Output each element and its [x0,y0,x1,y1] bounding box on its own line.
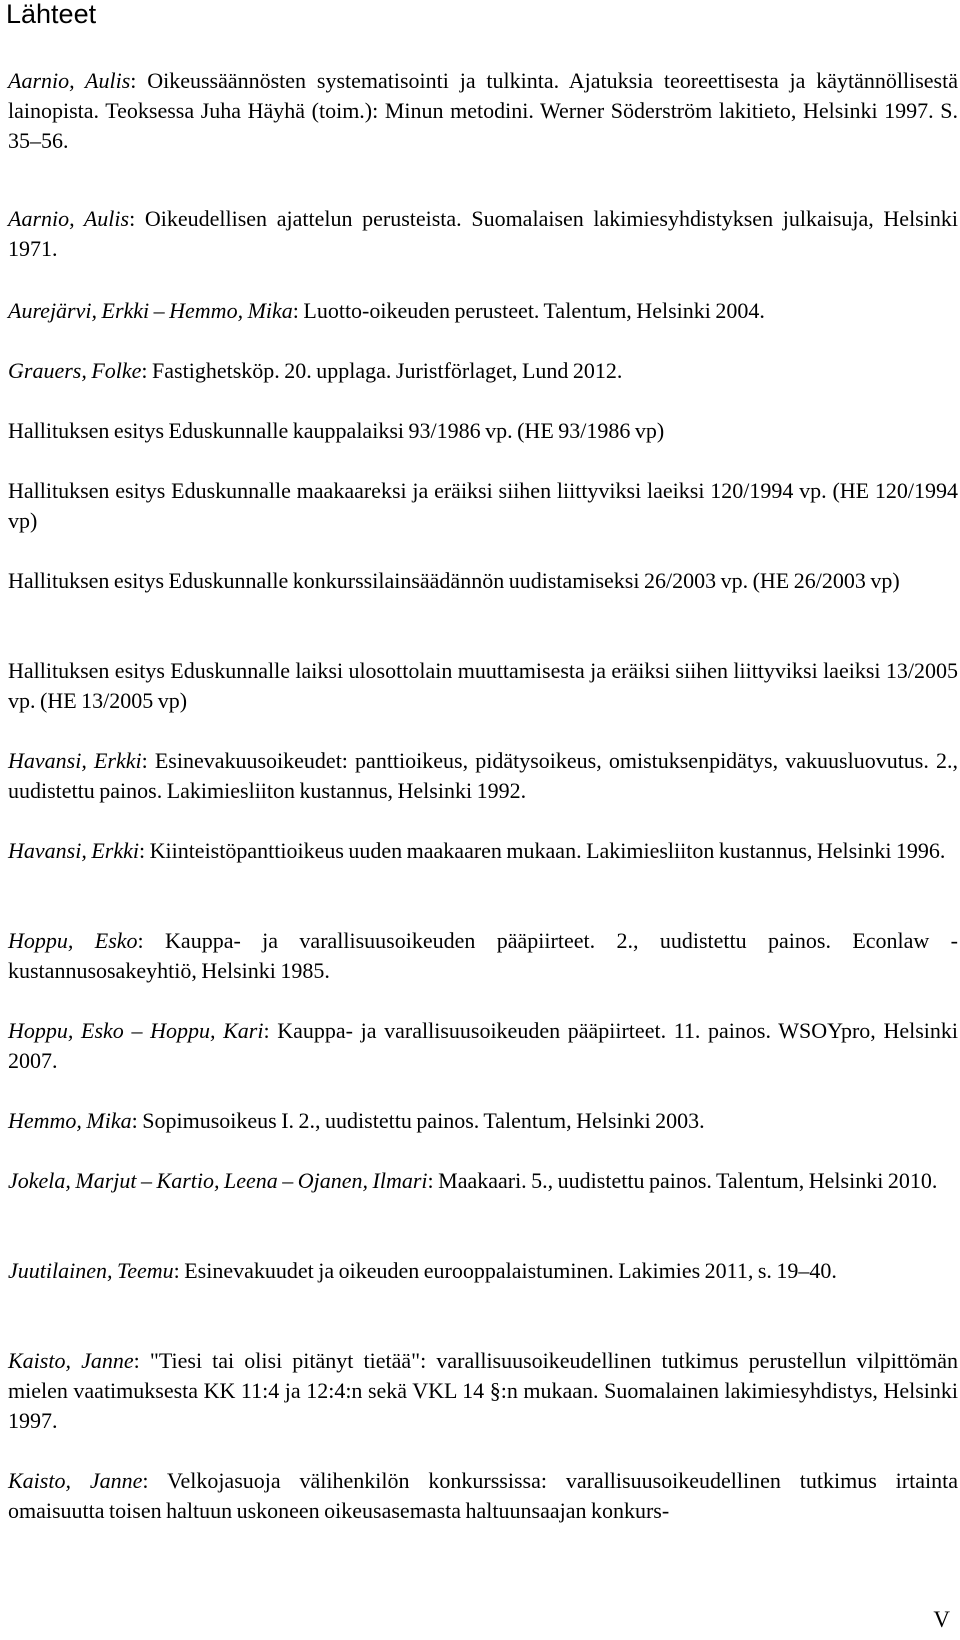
reference-text: : Maakaari. 5., uudistettu painos. Talentum, Helsinki 2010. [427,1168,938,1193]
reference-entry [8,204,958,264]
reference-text: : Luotto-oikeuden perusteet. Talentum, Helsinki 2004. [292,298,765,323]
reference-author: Grauers, Folke [8,358,142,383]
reference-text: Hallituksen esitys Eduskunnalle laiksi ulosottolain muuttamisesta ja eräiksi siihen liittyviksi laeiksi 13/2005 vp. (HE 13/2005 vp) [8,658,958,713]
reference-author: Kaisto, Janne [8,1468,143,1493]
reference-entry [8,746,958,806]
reference-entry [8,296,958,326]
reference-entry [8,476,958,536]
reference-author: Hoppu, Esko – Hoppu, Kari [8,1018,264,1043]
reference-text: : Fastighetsköp. 20. upplaga. Juristförlaget, Lund 2012. [141,358,623,383]
reference-author: Aarnio, Aulis [8,68,131,93]
reference-entry [8,566,958,596]
reference-author: Aurejärvi, Erkki – Hemmo, Mika [8,298,293,323]
reference-entry [8,656,958,716]
reference-entry [8,416,958,446]
reference-entry [8,836,958,866]
reference-text: : Oikeudellisen ajattelun perusteista. Suomalaisen lakimiesyhdistyksen julkaisuja, Helsinki 1971. [8,206,958,261]
reference-text: : Kiinteistöpanttioikeus uuden maakaaren mukaan. Lakimiesliiton kustannus, Helsinki 1996. [138,838,946,863]
reference-text: : Kauppa- ja varallisuusoikeuden pääpiirteet. 2., uudistettu painos. Econlaw -kustannusosakeyhtiö, Helsinki 1985. [8,928,959,983]
page-number: V [933,1607,950,1632]
reference-author: Havansi, Erkki [8,838,139,863]
reference-entry [8,926,958,986]
reference-author: Jokela, Marjut – Kartio, Leena – Ojanen, Ilmari [8,1168,428,1193]
page-title: Lähteet [6,0,97,29]
reference-text: : "Tiesi tai olisi pitänyt tietää": varallisuusoikeudellinen tutkimus perustellun vilpittömän mielen vaatimuksesta KK 11:4 ja 12:4:n sekä VKL 14 §:n mukaan. Suomalainen lakimiesyhdistys, Helsinki 1997. [8,1348,958,1433]
reference-author: Havansi, Erkki [8,748,142,773]
reference-author: Juutilainen, Teemu [8,1258,174,1283]
reference-author: Kaisto, Janne [8,1348,134,1373]
reference-entry [8,356,958,386]
reference-entry [8,1106,958,1136]
reference-author: Aarnio, Aulis [8,206,130,231]
reference-entry [8,66,958,156]
reference-author: Hemmo, Mika [8,1108,132,1133]
reference-entry [8,1466,958,1526]
reference-text: Hallituksen esitys Eduskunnalle kauppalaiksi 93/1986 vp. (HE 93/1986 vp) [8,418,665,443]
reference-entry [8,1016,958,1076]
reference-entry [8,1256,958,1286]
reference-entry [8,1346,958,1436]
reference-text: : Sopimusoikeus I. 2., uudistettu painos. Talentum, Helsinki 2003. [131,1108,705,1133]
reference-text: : Oikeussäännösten systematisointi ja tulkinta. Ajatuksia teoreettisesta ja käytännöllisestä lainopista. Teoksessa Juha Häyhä (toim.): Minun metodini. Werner Söderström lakitieto, Helsinki 1997. S. 35–56. [8,68,958,153]
reference-text: Hallituksen esitys Eduskunnalle konkurssilainsäädännön uudistamiseksi 26/2003 vp. (HE 26/2003 vp) [8,568,900,593]
reference-text: : Esinevakuusoikeudet: panttioikeus, pidätysoikeus, omistuksenpidätys, vakuusluovutus. 2., uudistettu painos. Lakimiesliiton kustannus, Helsinki 1992. [8,748,958,803]
reference-text: : Esinevakuudet ja oikeuden eurooppalaistuminen. Lakimies 2011, s. 19–40. [173,1258,837,1283]
reference-text: : Kauppa- ja varallisuusoikeuden pääpiirteet. 11. painos. WSOYpro, Helsinki 2007. [8,1018,958,1073]
reference-author: Hoppu, Esko [8,928,138,953]
reference-text: : Velkojasuoja välihenkilön konkurssissa: varallisuusoikeudellinen tutkimus irtainta omaisuutta toisen haltuun uskoneen oikeusasemasta haltuunsaajan konkurs- [8,1468,958,1523]
reference-entry [8,1166,958,1196]
reference-text: Hallituksen esitys Eduskunnalle maakaareksi ja eräiksi siihen liittyviksi laeiksi 120/1994 vp. (HE 120/1994 vp) [8,478,958,533]
